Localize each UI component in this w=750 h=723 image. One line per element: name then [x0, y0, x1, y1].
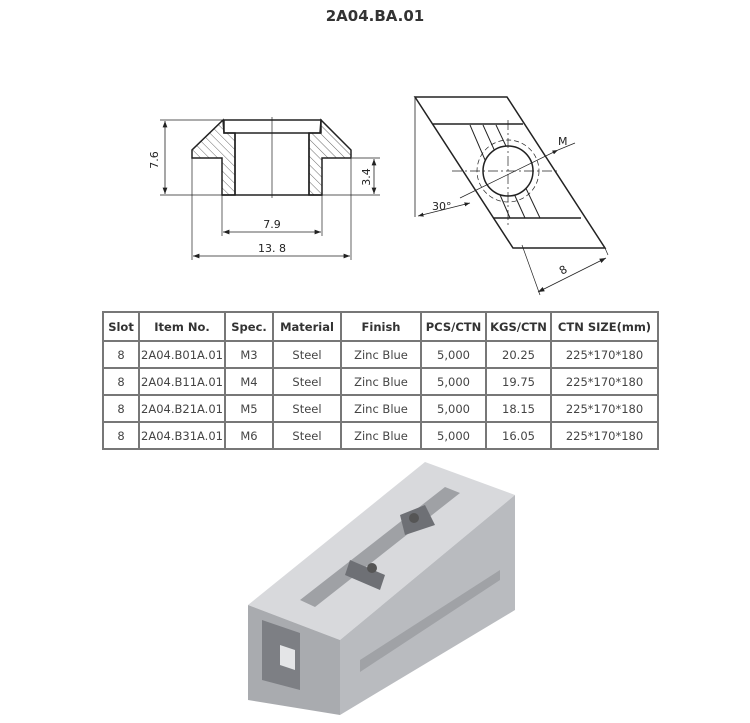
cell-material: Steel [273, 341, 341, 368]
cell-spec: M3 [225, 341, 273, 368]
cell-kgs: 20.25 [486, 341, 551, 368]
page-title: 2A04.BA.01 [325, 7, 425, 25]
spec-table [102, 311, 659, 450]
col-header-item-no: Item No. [139, 312, 225, 341]
cell-slot: 8 [103, 341, 139, 368]
cell-ctn-size: 225*170*180 [551, 395, 658, 422]
dim-inner-label: 7.9 [263, 218, 281, 231]
col-header-pcs-ctn: PCS/CTN [421, 312, 486, 341]
aluminum-profile-photo [248, 462, 515, 715]
cell-item-no: 2A04.B01A.01 [139, 341, 225, 368]
col-header-kgs-ctn: KGS/CTN [486, 312, 551, 341]
cell-pcs: 5,000 [421, 341, 486, 368]
table-row [103, 368, 658, 395]
cell-item-no: 2A04.B31A.01 [139, 422, 225, 449]
dim-angle-label: 30° [432, 200, 452, 213]
dim-outer-label: 13. 8 [258, 242, 286, 255]
cell-pcs: 5,000 [421, 395, 486, 422]
cell-pcs: 5,000 [421, 368, 486, 395]
cell-ctn-size: 225*170*180 [551, 341, 658, 368]
cell-finish: Zinc Blue [341, 422, 421, 449]
cell-spec: M4 [225, 368, 273, 395]
side-view-drawing [148, 117, 380, 260]
cell-pcs: 5,000 [421, 422, 486, 449]
dim-width-label: 8 [557, 262, 570, 278]
cell-item-no: 2A04.B21A.01 [139, 395, 225, 422]
cell-material: Steel [273, 368, 341, 395]
cell-spec: M5 [225, 395, 273, 422]
cell-finish: Zinc Blue [341, 341, 421, 368]
col-header-spec: Spec. [225, 312, 273, 341]
dim-height-label: 7.6 [148, 151, 161, 169]
cell-kgs: 19.75 [486, 368, 551, 395]
cell-kgs: 18.15 [486, 395, 551, 422]
col-header-finish: Finish [341, 312, 421, 341]
cell-finish: Zinc Blue [341, 395, 421, 422]
cell-ctn-size: 225*170*180 [551, 422, 658, 449]
cell-material: Steel [273, 395, 341, 422]
dim-step-label: 3.4 [360, 168, 373, 186]
dim-thread-label: M [558, 135, 568, 148]
cell-spec: M6 [225, 422, 273, 449]
cell-kgs: 16.05 [486, 422, 551, 449]
cell-ctn-size: 225*170*180 [551, 368, 658, 395]
table-row [103, 395, 658, 422]
table-row [103, 341, 658, 368]
cell-material: Steel [273, 422, 341, 449]
table-row [103, 422, 658, 449]
col-header-ctn-size: CTN SIZE(mm) [551, 312, 658, 341]
cell-item-no: 2A04.B11A.01 [139, 368, 225, 395]
col-header-material: Material [273, 312, 341, 341]
cell-slot: 8 [103, 395, 139, 422]
top-view-drawing [415, 97, 608, 295]
cell-slot: 8 [103, 422, 139, 449]
table-header-row [103, 312, 658, 341]
cell-slot: 8 [103, 368, 139, 395]
col-header-slot: Slot [103, 312, 139, 341]
cell-finish: Zinc Blue [341, 368, 421, 395]
